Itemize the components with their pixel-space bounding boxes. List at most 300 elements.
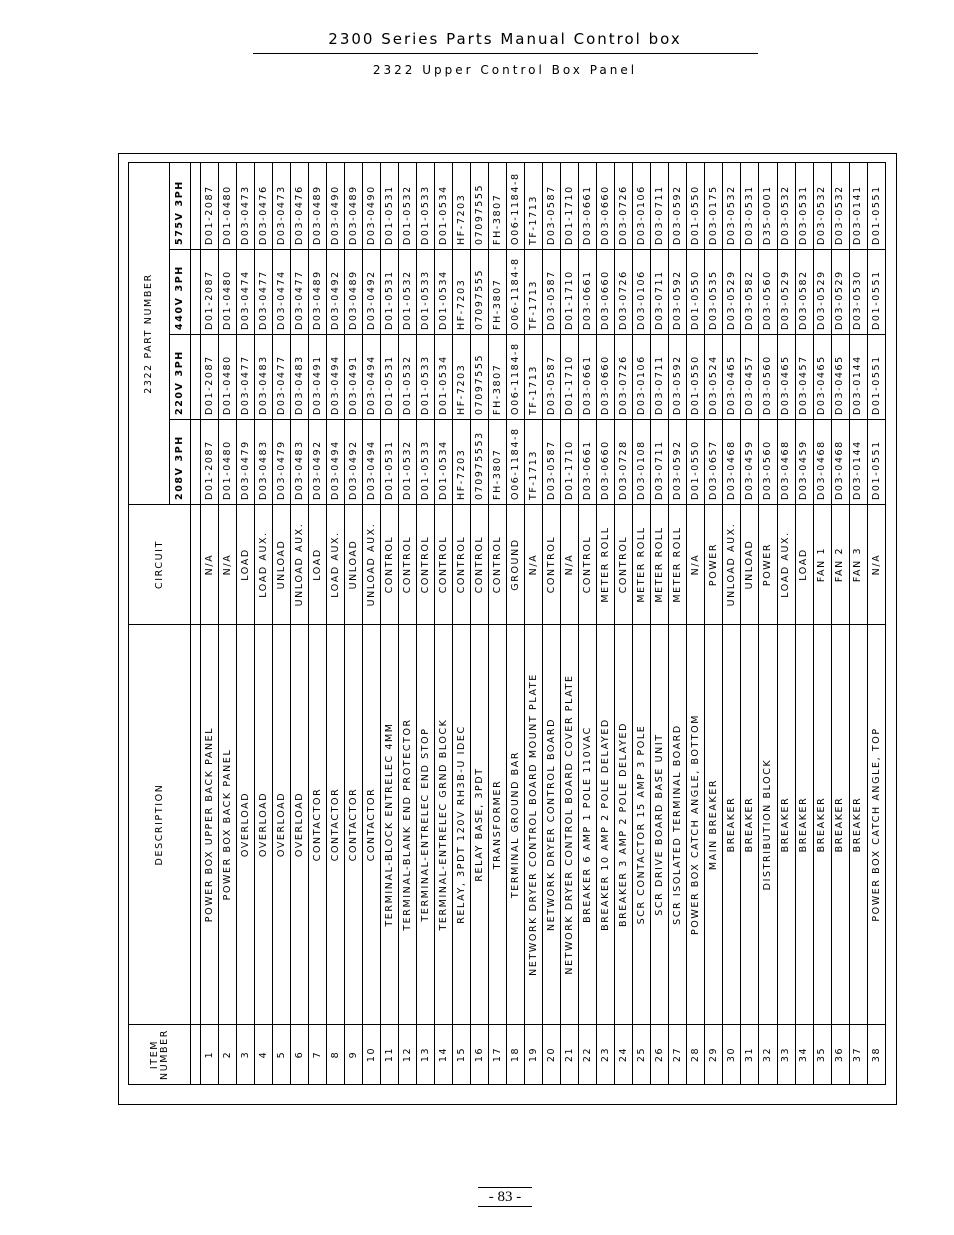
cell-part-220v: D01-0534 xyxy=(435,335,453,420)
cell-description: TERMINAL-ENTRELEC END STOP xyxy=(417,625,435,1025)
cell-description: SCR CONTACTOR 15 AMP 3 POLE xyxy=(633,625,651,1025)
cell-part-220v: D03-0491 xyxy=(345,335,363,420)
table-row xyxy=(813,162,831,1084)
cell-part-440v: D03-0492 xyxy=(363,250,381,335)
cell-part-208v: TF-1713 xyxy=(525,420,543,505)
cell-part-220v: D03-0465 xyxy=(813,335,831,420)
cell-item-number: 1 xyxy=(201,1025,219,1085)
cell-part-208v: D01-1710 xyxy=(561,420,579,505)
cell-part-208v: D03-0459 xyxy=(741,420,759,505)
cell-circuit: POWER xyxy=(705,505,723,625)
cell-item-number: 3 xyxy=(237,1025,255,1085)
table-row xyxy=(291,162,309,1084)
cell-part-208v: D03-0711 xyxy=(651,420,669,505)
table-row xyxy=(381,162,399,1084)
cell-part-220v: D03-0491 xyxy=(309,335,327,420)
cell-part-208v: D03-0728 xyxy=(615,420,633,505)
cell-item-number: 27 xyxy=(669,1025,687,1085)
cell-part-575v: D03-0532 xyxy=(831,162,849,249)
cell-part-208v: D03-0657 xyxy=(705,420,723,505)
cell-part-220v: D03-0477 xyxy=(237,335,255,420)
cell-circuit: GROUND xyxy=(507,505,525,625)
cell-item-number: 19 xyxy=(525,1025,543,1085)
cell-item-number: 36 xyxy=(831,1025,849,1085)
cell-part-575v: D03-0660 xyxy=(597,162,615,249)
cell-part-208v: D03-0108 xyxy=(633,420,651,505)
cell-item-number: 30 xyxy=(723,1025,741,1085)
cell-part-208v: D01-0531 xyxy=(381,420,399,505)
cell-description: MAIN BREAKER xyxy=(705,625,723,1025)
cell-part-440v: D03-0726 xyxy=(615,250,633,335)
table-row xyxy=(525,162,543,1084)
cell-part-220v: 07097555 xyxy=(471,335,489,420)
cell-description: SCR ISOLATED TERMINAL BOARD xyxy=(669,625,687,1025)
cell-part-440v: D03-0474 xyxy=(273,250,291,335)
cell-circuit: CONTROL xyxy=(435,505,453,625)
cell-part-575v: D35-0001 xyxy=(759,162,777,249)
cell-part-220v: HF-7203 xyxy=(453,335,471,420)
table-row xyxy=(561,162,579,1084)
table-row xyxy=(309,162,327,1084)
cell-circuit: CONTROL xyxy=(489,505,507,625)
header-220v: 220V 3PH xyxy=(170,335,191,420)
cell-part-440v: D03-0529 xyxy=(813,250,831,335)
cell-part-220v: D03-0592 xyxy=(669,335,687,420)
table-row xyxy=(489,162,507,1084)
cell-part-440v: D01-2087 xyxy=(201,250,219,335)
cell-item-number: 2 xyxy=(219,1025,237,1085)
cell-item-number: 25 xyxy=(633,1025,651,1085)
cell-item-number: 23 xyxy=(597,1025,615,1085)
table-row xyxy=(273,162,291,1084)
cell-part-208v: D03-0468 xyxy=(813,420,831,505)
cell-part-208v: D03-0492 xyxy=(345,420,363,505)
cell-part-440v: FH-3807 xyxy=(489,250,507,335)
cell-circuit: CONTROL xyxy=(417,505,435,625)
cell-description: POWER BOX CATCH ANGLE, TOP xyxy=(867,625,885,1025)
cell-part-208v: D03-0459 xyxy=(795,420,813,505)
cell-part-575v: D03-0587 xyxy=(543,162,561,249)
cell-description: BREAKER xyxy=(831,625,849,1025)
cell-part-220v: FH-3807 xyxy=(489,335,507,420)
cell-part-440v: D03-0492 xyxy=(327,250,345,335)
cell-part-440v: 07097555 xyxy=(471,250,489,335)
cell-description: NETWORK DRYER CONTROL BOARD xyxy=(543,625,561,1025)
cell-description: DISTRIBUTION BLOCK xyxy=(759,625,777,1025)
cell-part-220v: D03-0660 xyxy=(597,335,615,420)
cell-part-220v: O06-1184-8 xyxy=(507,335,525,420)
cell-description: RELAY BASE, 3PDT xyxy=(471,625,489,1025)
table-row xyxy=(777,162,795,1084)
table-row xyxy=(543,162,561,1084)
cell-part-575v: D01-0551 xyxy=(867,162,885,249)
cell-circuit: LOAD xyxy=(237,505,255,625)
cell-item-number: 17 xyxy=(489,1025,507,1085)
cell-part-575v: D03-0106 xyxy=(633,162,651,249)
cell-part-440v: D01-0533 xyxy=(417,250,435,335)
cell-description: BREAKER xyxy=(777,625,795,1025)
cell-part-208v: D03-0468 xyxy=(777,420,795,505)
header-description: DESCRIPTION xyxy=(129,625,191,1025)
cell-circuit: N/A xyxy=(687,505,705,625)
cell-part-208v: D03-0468 xyxy=(723,420,741,505)
cell-description: CONTACTOR xyxy=(345,625,363,1025)
cell-part-575v: D03-0531 xyxy=(795,162,813,249)
cell-item-number: 21 xyxy=(561,1025,579,1085)
cell-part-440v: O06-1184-8 xyxy=(507,250,525,335)
cell-part-220v: D01-0533 xyxy=(417,335,435,420)
cell-circuit: CONTROL xyxy=(615,505,633,625)
cell-part-575v: D03-0473 xyxy=(237,162,255,249)
cell-item-number: 5 xyxy=(273,1025,291,1085)
header-circuit: CIRCUIT xyxy=(129,505,191,625)
cell-circuit: CONTROL xyxy=(381,505,399,625)
parts-table-container xyxy=(128,163,886,1085)
cell-description: CONTACTOR xyxy=(327,625,345,1025)
table-row xyxy=(327,162,345,1084)
cell-part-575v: D03-0476 xyxy=(255,162,273,249)
table-row xyxy=(741,162,759,1084)
cell-part-220v: D01-0480 xyxy=(219,335,237,420)
cell-part-440v: D03-0711 xyxy=(651,250,669,335)
cell-part-440v: D03-0661 xyxy=(579,250,597,335)
table-row xyxy=(669,162,687,1084)
cell-part-575v: D01-0531 xyxy=(381,162,399,249)
cell-item-number: 6 xyxy=(291,1025,309,1085)
table-row xyxy=(615,162,633,1084)
table-row xyxy=(633,162,651,1084)
cell-part-220v: D01-0551 xyxy=(867,335,885,420)
cell-part-575v: D03-0726 xyxy=(615,162,633,249)
cell-part-575v: D03-0532 xyxy=(777,162,795,249)
cell-circuit: UNLOAD AUX. xyxy=(291,505,309,625)
cell-part-440v: HF-7203 xyxy=(453,250,471,335)
cell-description: BREAKER 10 AMP 2 POLE DELAYED xyxy=(597,625,615,1025)
cell-circuit: UNLOAD xyxy=(345,505,363,625)
cell-circuit: UNLOAD xyxy=(741,505,759,625)
cell-part-440v: D03-0587 xyxy=(543,250,561,335)
cell-part-440v: D03-0560 xyxy=(759,250,777,335)
table-row xyxy=(597,162,615,1084)
cell-part-220v: D03-0711 xyxy=(651,335,669,420)
cell-circuit: FAN 3 xyxy=(849,505,867,625)
cell-item-number: 26 xyxy=(651,1025,669,1085)
cell-description: OVERLOAD xyxy=(237,625,255,1025)
header-440v: 440V 3PH xyxy=(170,250,191,335)
parts-table-body xyxy=(201,162,886,1084)
manual-title: 2300 Series Parts Manual Control box xyxy=(328,30,682,48)
cell-item-number: 29 xyxy=(705,1025,723,1085)
cell-description: NETWORK DRYER CONTROL BOARD COVER PLATE xyxy=(561,625,579,1025)
cell-part-220v: D03-0465 xyxy=(723,335,741,420)
cell-part-220v: D03-0483 xyxy=(291,335,309,420)
cell-circuit: CONTROL xyxy=(543,505,561,625)
cell-item-number: 16 xyxy=(471,1025,489,1085)
cell-item-number: 14 xyxy=(435,1025,453,1085)
cell-item-number: 35 xyxy=(813,1025,831,1085)
header-spacer-row xyxy=(191,162,201,1084)
cell-part-440v: D03-0660 xyxy=(597,250,615,335)
cell-part-575v: D03-0592 xyxy=(669,162,687,249)
cell-part-208v: D01-0551 xyxy=(867,420,885,505)
cell-part-220v: D03-0465 xyxy=(777,335,795,420)
cell-circuit: LOAD AUX. xyxy=(327,505,345,625)
cell-circuit: METER ROLL xyxy=(669,505,687,625)
cell-part-208v: FH-3807 xyxy=(489,420,507,505)
cell-item-number: 9 xyxy=(345,1025,363,1085)
cell-description: BREAKER 6 AMP 1 POLE 110VAC xyxy=(579,625,597,1025)
cell-description: BREAKER 3 AMP 2 POLE DELAYED xyxy=(615,625,633,1025)
cell-part-208v: D03-0587 xyxy=(543,420,561,505)
cell-part-208v: D03-0479 xyxy=(273,420,291,505)
cell-part-575v: D01-0534 xyxy=(435,162,453,249)
cell-part-575v: D03-0489 xyxy=(309,162,327,249)
cell-part-440v: D03-0474 xyxy=(237,250,255,335)
table-row xyxy=(723,162,741,1084)
cell-part-575v: D01-0533 xyxy=(417,162,435,249)
cell-item-number: 34 xyxy=(795,1025,813,1085)
cell-part-575v: D03-0490 xyxy=(327,162,345,249)
cell-part-220v: D03-0560 xyxy=(759,335,777,420)
cell-description: TERMINAL-BLANK END PROTECTOR xyxy=(399,625,417,1025)
cell-part-208v: D01-2087 xyxy=(201,420,219,505)
cell-part-440v: D03-0489 xyxy=(309,250,327,335)
cell-part-220v: D01-2087 xyxy=(201,335,219,420)
cell-part-208v: D03-0560 xyxy=(759,420,777,505)
table-row xyxy=(219,162,237,1084)
cell-part-220v: D03-0465 xyxy=(831,335,849,420)
cell-part-220v: D03-0144 xyxy=(849,335,867,420)
cell-description: CONTACTOR xyxy=(309,625,327,1025)
cell-part-575v: D03-0532 xyxy=(813,162,831,249)
cell-part-440v: D01-1710 xyxy=(561,250,579,335)
cell-part-440v: D03-0592 xyxy=(669,250,687,335)
cell-description: RELAY, 3PDT 120V RH3B-U IDEC xyxy=(453,625,471,1025)
cell-circuit: N/A xyxy=(867,505,885,625)
cell-item-number: 13 xyxy=(417,1025,435,1085)
cell-circuit: CONTROL xyxy=(453,505,471,625)
cell-part-220v: D03-0661 xyxy=(579,335,597,420)
cell-part-575v: D01-2087 xyxy=(201,162,219,249)
cell-item-number: 8 xyxy=(327,1025,345,1085)
cell-part-575v: D01-1710 xyxy=(561,162,579,249)
cell-item-number: 37 xyxy=(849,1025,867,1085)
cell-circuit: LOAD xyxy=(795,505,813,625)
cell-description: BREAKER xyxy=(741,625,759,1025)
cell-part-208v: 070975553 xyxy=(471,420,489,505)
cell-circuit: POWER xyxy=(759,505,777,625)
cell-part-440v: D01-0551 xyxy=(867,250,885,335)
cell-part-220v: D03-0494 xyxy=(327,335,345,420)
cell-item-number: 28 xyxy=(687,1025,705,1085)
cell-description: BREAKER xyxy=(795,625,813,1025)
cell-part-220v: D01-0550 xyxy=(687,335,705,420)
cell-item-number: 7 xyxy=(309,1025,327,1085)
cell-item-number: 15 xyxy=(453,1025,471,1085)
cell-description: POWER BOX BACK PANEL xyxy=(219,625,237,1025)
cell-description: TERMINAL-ENTRELEC GRND BLOCK xyxy=(435,625,453,1025)
cell-description: SCR DRIVE BOARD BASE UNIT xyxy=(651,625,669,1025)
cell-item-number: 20 xyxy=(543,1025,561,1085)
cell-item-number: 22 xyxy=(579,1025,597,1085)
cell-part-208v: D03-0660 xyxy=(597,420,615,505)
cell-part-208v: O06-1184-8 xyxy=(507,420,525,505)
cell-item-number: 31 xyxy=(741,1025,759,1085)
cell-part-440v: D01-0531 xyxy=(381,250,399,335)
cell-part-575v: TF-1713 xyxy=(525,162,543,249)
cell-circuit: N/A xyxy=(525,505,543,625)
cell-circuit: FAN 1 xyxy=(813,505,831,625)
cell-circuit: METER ROLL xyxy=(597,505,615,625)
cell-part-208v: D03-0479 xyxy=(237,420,255,505)
cell-part-575v: D03-0532 xyxy=(723,162,741,249)
cell-part-220v: D03-0726 xyxy=(615,335,633,420)
cell-part-208v: D03-0468 xyxy=(831,420,849,505)
cell-part-440v: D03-0477 xyxy=(291,250,309,335)
cell-description: BREAKER xyxy=(849,625,867,1025)
cell-part-440v: D03-0582 xyxy=(795,250,813,335)
table-row xyxy=(867,162,885,1084)
cell-part-440v: D03-0529 xyxy=(831,250,849,335)
cell-part-220v: D03-0457 xyxy=(741,335,759,420)
cell-description: POWER BOX CATCH ANGLE, BOTTOM xyxy=(687,625,705,1025)
cell-part-575v: D03-0711 xyxy=(651,162,669,249)
cell-part-208v: D01-0533 xyxy=(417,420,435,505)
table-row xyxy=(417,162,435,1084)
cell-description: NETWORK DRYER CONTROL BOARD MOUNT PLATE xyxy=(525,625,543,1025)
cell-circuit: CONTROL xyxy=(471,505,489,625)
cell-part-440v: D03-0489 xyxy=(345,250,363,335)
cell-part-220v: D03-0524 xyxy=(705,335,723,420)
table-row xyxy=(255,162,273,1084)
cell-circuit: CONTROL xyxy=(579,505,597,625)
cell-description: OVERLOAD xyxy=(273,625,291,1025)
cell-part-208v: D03-0494 xyxy=(327,420,345,505)
cell-part-575v: D03-0661 xyxy=(579,162,597,249)
table-row xyxy=(651,162,669,1084)
cell-description: CONTACTOR xyxy=(363,625,381,1025)
cell-part-208v: D03-0492 xyxy=(309,420,327,505)
cell-circuit: UNLOAD xyxy=(273,505,291,625)
cell-part-208v: D01-0532 xyxy=(399,420,417,505)
cell-item-number: 18 xyxy=(507,1025,525,1085)
cell-part-575v: D03-0489 xyxy=(345,162,363,249)
cell-part-440v: D01-0532 xyxy=(399,250,417,335)
cell-part-208v: D01-0480 xyxy=(219,420,237,505)
cell-part-220v: D03-0587 xyxy=(543,335,561,420)
cell-part-575v: 07097555 xyxy=(471,162,489,249)
table-row xyxy=(759,162,777,1084)
table-row xyxy=(687,162,705,1084)
cell-item-number: 24 xyxy=(615,1025,633,1085)
cell-circuit: LOAD AUX. xyxy=(777,505,795,625)
cell-circuit: UNLOAD AUX. xyxy=(723,505,741,625)
cell-part-220v: D03-0477 xyxy=(273,335,291,420)
cell-part-575v: D01-0550 xyxy=(687,162,705,249)
cell-circuit: N/A xyxy=(219,505,237,625)
cell-part-220v: D01-0532 xyxy=(399,335,417,420)
cell-part-208v: D03-0483 xyxy=(255,420,273,505)
cell-circuit: N/A xyxy=(561,505,579,625)
table-row xyxy=(453,162,471,1084)
cell-part-575v: D03-0476 xyxy=(291,162,309,249)
table-row xyxy=(579,162,597,1084)
cell-part-220v: D01-1710 xyxy=(561,335,579,420)
cell-part-208v: D03-0494 xyxy=(363,420,381,505)
cell-circuit: LOAD AUX. xyxy=(255,505,273,625)
cell-item-number: 38 xyxy=(867,1025,885,1085)
cell-part-220v: D01-0531 xyxy=(381,335,399,420)
cell-item-number: 10 xyxy=(363,1025,381,1085)
cell-description: OVERLOAD xyxy=(255,625,273,1025)
cell-part-208v: HF-7203 xyxy=(453,420,471,505)
cell-item-number: 33 xyxy=(777,1025,795,1085)
table-row xyxy=(435,162,453,1084)
table-row xyxy=(201,162,219,1084)
cell-part-220v: TF-1713 xyxy=(525,335,543,420)
cell-item-number: 11 xyxy=(381,1025,399,1085)
cell-circuit: LOAD xyxy=(309,505,327,625)
cell-part-575v: D03-0141 xyxy=(849,162,867,249)
cell-part-220v: D03-0457 xyxy=(795,335,813,420)
cell-part-208v: D03-0483 xyxy=(291,420,309,505)
table-row xyxy=(363,162,381,1084)
title-rule xyxy=(253,53,758,54)
section-subtitle: 2322 Upper Control Box Panel xyxy=(372,63,638,77)
cell-circuit: N/A xyxy=(201,505,219,625)
cell-part-575v: D03-0531 xyxy=(741,162,759,249)
cell-part-220v: D03-0483 xyxy=(255,335,273,420)
cell-description: OVERLOAD xyxy=(291,625,309,1025)
cell-part-575v: D03-0175 xyxy=(705,162,723,249)
parts-table xyxy=(128,162,886,1085)
cell-part-440v: D03-0582 xyxy=(741,250,759,335)
table-row xyxy=(507,162,525,1084)
cell-part-208v: D03-0592 xyxy=(669,420,687,505)
header-part-number-group: 2322 PART NUMBER xyxy=(129,162,170,504)
cell-part-440v: D03-0535 xyxy=(705,250,723,335)
cell-circuit: UNLOAD AUX. xyxy=(363,505,381,625)
cell-part-208v: D01-0534 xyxy=(435,420,453,505)
cell-part-575v: D03-0490 xyxy=(363,162,381,249)
header-208v: 208V 3PH xyxy=(170,420,191,505)
cell-description: POWER BOX UPPER BACK PANEL xyxy=(201,625,219,1025)
cell-part-575v: D01-0480 xyxy=(219,162,237,249)
cell-part-440v: D03-0477 xyxy=(255,250,273,335)
cell-item-number: 12 xyxy=(399,1025,417,1085)
table-row xyxy=(237,162,255,1084)
table-row xyxy=(345,162,363,1084)
cell-part-575v: HF-7203 xyxy=(453,162,471,249)
header-item-number: ITEM NUMBER xyxy=(129,1025,191,1085)
cell-part-208v: D03-0661 xyxy=(579,420,597,505)
cell-part-575v: O06-1184-8 xyxy=(507,162,525,249)
cell-part-208v: D03-0144 xyxy=(849,420,867,505)
cell-part-440v: D03-0529 xyxy=(723,250,741,335)
table-row xyxy=(471,162,489,1084)
cell-circuit: CONTROL xyxy=(399,505,417,625)
page-number: - 83 - xyxy=(478,1187,532,1207)
cell-item-number: 4 xyxy=(255,1025,273,1085)
table-row xyxy=(705,162,723,1084)
table-row xyxy=(831,162,849,1084)
cell-part-208v: D01-0550 xyxy=(687,420,705,505)
table-row xyxy=(795,162,813,1084)
cell-part-440v: D03-0529 xyxy=(777,250,795,335)
cell-item-number: 32 xyxy=(759,1025,777,1085)
cell-part-575v: D03-0473 xyxy=(273,162,291,249)
cell-description: TERMINAL-BLOCK ENTRELEC 4MM xyxy=(381,625,399,1025)
